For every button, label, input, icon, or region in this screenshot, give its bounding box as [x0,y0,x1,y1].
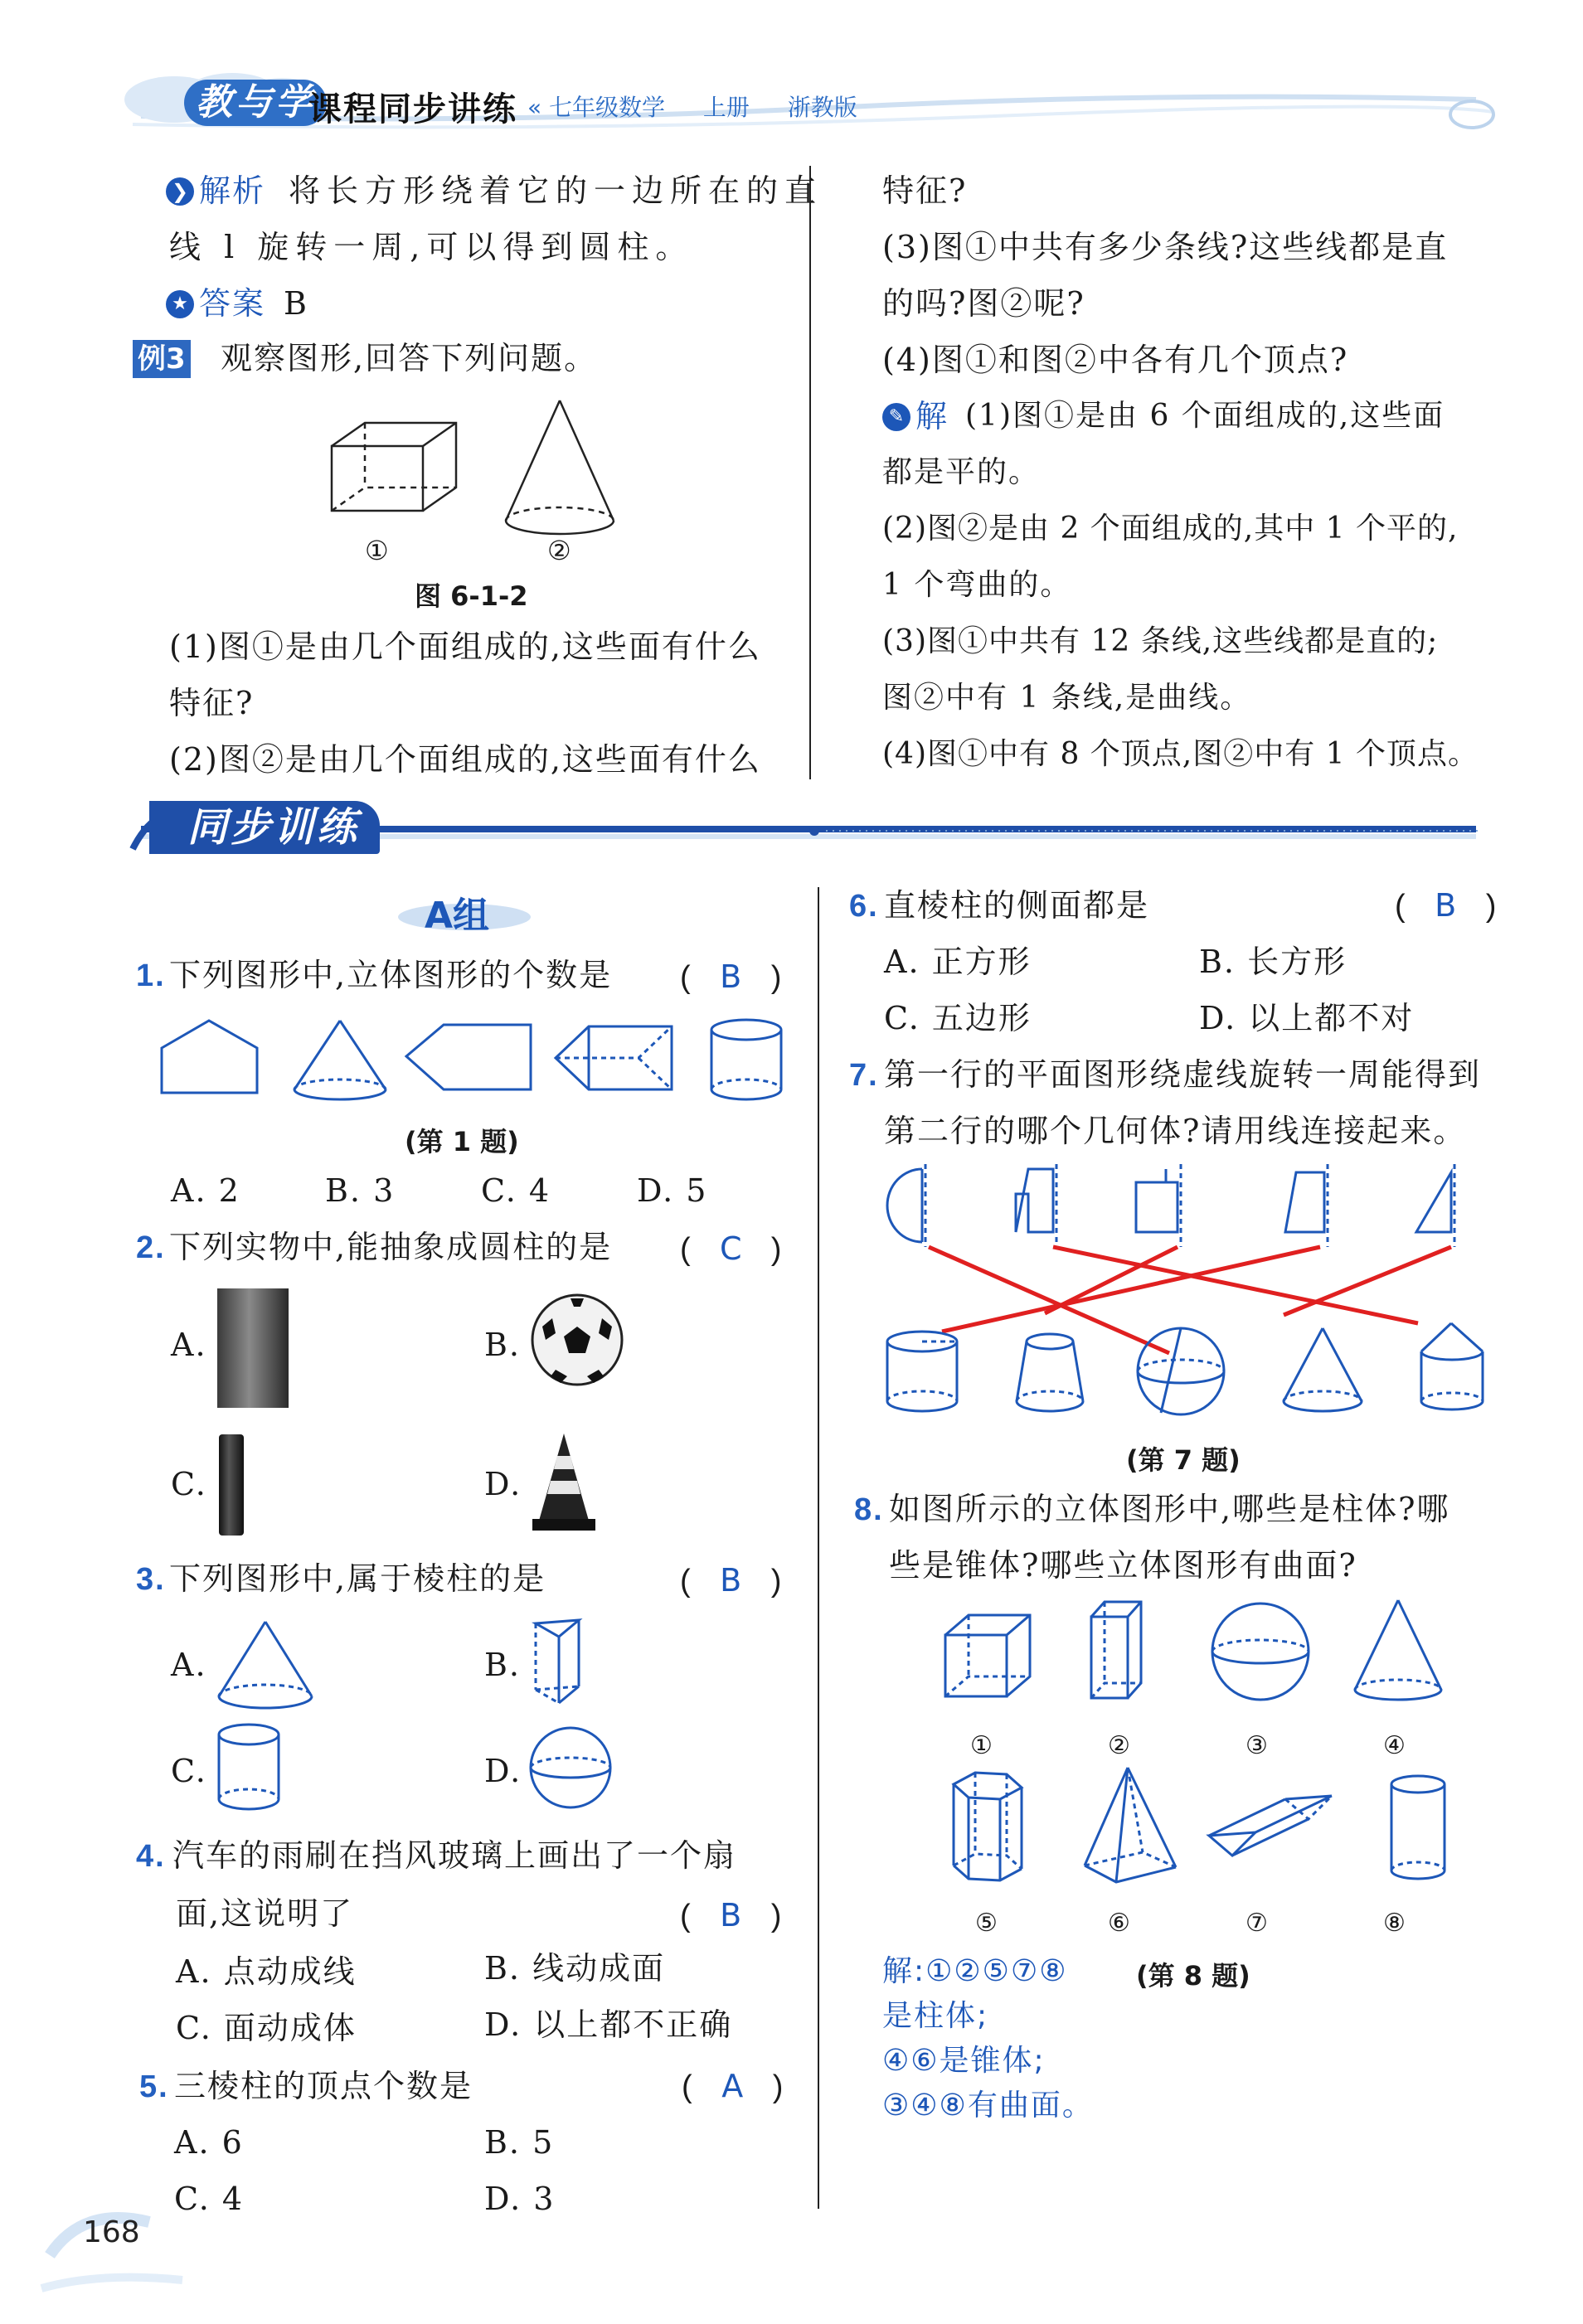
q7-number: 7. [849,1058,879,1093]
q1-number: 1. [136,958,166,993]
traffic-cone-image [531,1429,597,1537]
q8-number: 8. [854,1492,884,1527]
q8-label-7: ⑦ [1246,1909,1270,1938]
q4-option-b: B. 线动成面 [484,1950,666,1987]
q1-option-b: B. 3 [325,1172,396,1209]
q3-option-a: A. [171,1647,207,1683]
solution-2-line-2: 1 个弯曲的。 [882,568,1072,602]
question-2-line-2: 特征? [882,172,968,209]
q5-option-b: B. 5 [484,2124,555,2161]
example-tag: 例3 [133,340,191,378]
q2-answer: C [719,1230,742,1267]
q8-label-6: ⑥ [1108,1909,1132,1938]
q7-line-1: 第一行的平面图形绕虚线旋转一周能得到 [884,1056,1482,1093]
q6-option-b: B. 长方形 [1199,944,1347,980]
cone-shape [294,1021,386,1099]
header-meta [527,90,857,123]
cuboid-figure [332,423,456,511]
cone-solid-8 [1355,1600,1441,1700]
brand-text: 教与学 [196,81,315,124]
thermos-photo [219,1434,244,1536]
section-title: 同步训练 [149,801,380,854]
q1-text: 下列图形中,立体图形的个数是 [169,957,613,993]
q6-number: 6. [849,889,879,924]
q3-cylinder-figure [214,1721,297,1821]
soccer-ball-image [531,1293,630,1393]
question-4: (4)图①和图②中各有几个顶点? [882,342,1349,378]
q2-option-d: D. [484,1466,522,1502]
q8-label-3: ③ [1246,1731,1270,1760]
q2-option-a: A. [171,1327,207,1363]
header-volume: 上册 [702,94,750,121]
cone-figure [506,400,614,534]
column-divider-top [809,166,811,779]
solution-3-line-2: 图②中有 1 条线,是曲线。 [882,681,1252,715]
q4-answer: B [720,1897,742,1933]
q3-answer: B [720,1562,742,1599]
q7-caption: (第 7 题) [1126,1444,1241,1476]
q8-answer-line-2: 是柱体; [882,1999,989,2033]
q8-line-2: 些是锥体?哪些立体图形有曲面? [889,1547,1357,1584]
q3-triangular-prism-figure [529,1615,604,1715]
q8-solids-figure [929,1592,1509,1940]
q1-caption: (第 1 题) [405,1126,519,1157]
triangle-shape [1416,1164,1454,1247]
q1-answer: B [720,958,742,995]
solution-1-line-1: (1)图①是由 6 个面组成的,这些面 [965,399,1445,433]
tall-cuboid-solid [1091,1602,1141,1698]
pentagon-shape [162,1021,257,1093]
solution-label: 解 [915,398,949,434]
hexagonal-prism-solid [954,1773,1022,1880]
q5-option-a: A. 6 [174,2124,244,2161]
analysis-line-2: 线 l 旋转一周,可以得到圆柱。 [169,229,694,265]
answer-value: B [284,285,308,322]
q1-option-c: C. 4 [481,1172,551,1209]
q4-line-1: 汽车的雨刷在挡风玻璃上画出了一个扇 [172,1837,737,1874]
q2-option-b: B. [484,1327,522,1363]
q7-line-2: 第二行的哪个几何体?请用线连接起来。 [884,1113,1467,1149]
q2-text: 下列实物中,能抽象成圆柱的是 [169,1229,613,1265]
q5-text: 三棱柱的顶点个数是 [174,2068,473,2104]
q5-option-c: C. 4 [174,2181,245,2217]
solution-4: (4)图①中有 8 个顶点,图②中有 1 个顶点。 [882,737,1479,771]
solution-1-line-2: 都是平的。 [882,455,1041,489]
pencil-circle-icon: ✎ [882,403,910,431]
q7-matching-figure [879,1161,1509,1443]
q8-caption: (第 8 题) [1136,1960,1250,1992]
q6-text: 直棱柱的侧面都是 [884,887,1150,924]
arrow-circle-icon: ❯ [166,177,194,206]
q5-answer-bracket: ( A ) [682,2068,784,2104]
q4-option-a: A. 点动成线 [176,1953,357,1990]
q4-line-2: 面,这说明了 [176,1895,354,1932]
header-edition: 浙教版 [787,94,857,121]
example-text: 观察图形,回答下列问题。 [221,340,598,376]
pillar-photo [217,1288,289,1408]
header-grade: 七年级数学 [549,94,666,121]
q8-label-2: ② [1108,1731,1132,1760]
q4-number: 4. [136,1839,166,1874]
arrow-pentagon-shape [406,1025,531,1089]
q1-option-d: D. 5 [637,1172,708,1209]
q8-label-8: ⑧ [1383,1909,1407,1938]
star-circle-icon: ★ [166,290,194,318]
q5-number: 5. [139,2069,169,2104]
q3-answer-bracket: ( B ) [680,1562,782,1599]
q3-option-d: D. [484,1753,522,1789]
solution-2-line-1: (2)图②是由 2 个面组成的,其中 1 个平的, [882,512,1459,546]
q4-option-c: C. 面动成体 [176,2010,357,2046]
series-title: 课程同步讲练 [308,90,517,129]
q3-number: 3. [136,1562,166,1597]
q8-answer-line-3: ④⑥是锥体; [882,2044,1046,2078]
q5-option-d: D. 3 [484,2181,556,2217]
triangular-prism-solid [1209,1796,1332,1856]
question-3-line-1: (3)图①中共有多少条线?这些线都是直 [882,229,1449,265]
question-1-line-1: (1)图①是由几个面组成的,这些面有什么 [169,628,761,665]
pyramid-solid [1085,1768,1176,1882]
group-title: A组 [425,895,490,937]
answer-label: 答案 [199,285,266,322]
chevron-left-icon: « [527,94,542,121]
analysis-line-1: 将长方形绕着它的一边所在的直 [289,172,823,209]
figure-label-1: ① [365,535,391,566]
q6-answer: B [1435,887,1457,924]
sphere-solid [1138,1328,1224,1414]
trapezoid-shape-2 [1285,1164,1328,1247]
question-1-line-2: 特征? [169,685,255,721]
q3-text: 下列图形中,属于棱柱的是 [169,1560,546,1597]
q3-option-c: C. [171,1753,207,1789]
q2-number: 2. [136,1230,166,1265]
q6-option-d: D. 以上都不对 [1199,1000,1415,1036]
q2-answer-bracket: ( C ) [680,1230,782,1267]
q3-sphere-figure [529,1725,629,1824]
figure-label-2: ② [547,535,573,566]
analysis-label: 解析 [199,172,266,209]
page-number: 168 [83,2215,140,2249]
q8-answer-line-4: ③④⑧有曲面。 [882,2089,1094,2123]
cylinder-solid-8 [1391,1776,1445,1879]
q3-cone-figure [214,1617,322,1716]
q8-line-1: 如图所示的立体图形中,哪些是柱体?哪 [889,1491,1450,1527]
question-3-line-2: 的吗?图②呢? [882,285,1085,322]
q6-option-c: C. 五边形 [884,1000,1032,1036]
q8-label-1: ① [970,1731,994,1760]
q4-answer-bracket: ( B ) [680,1897,782,1933]
figure-caption: 图 6-1-2 [415,580,528,612]
cube-solid [945,1615,1030,1696]
column-divider-bottom [818,887,819,2209]
prism-shape [556,1026,672,1089]
q1-option-a: A. 2 [171,1172,240,1209]
sphere-solid-8 [1212,1604,1309,1700]
q8-label-5: ⑤ [975,1909,999,1938]
cone-on-cylinder-solid [1421,1323,1483,1409]
match-line [1284,1247,1451,1315]
solution-3-line-1: (3)图①中共有 12 条线,这些线都是直的; [882,624,1439,658]
notched-rectangle-shape [1136,1164,1181,1247]
q8-answer-line-1: 解:①②⑤⑦⑧ [882,1954,1068,1988]
q1-figures [158,1016,854,1108]
q3-option-b: B. [484,1647,522,1683]
trapezoid-shape-1 [1016,1164,1056,1247]
cylinder-solid [887,1332,957,1411]
cone-solid [1284,1328,1362,1411]
q6-answer-bracket: ( B ) [1395,887,1497,924]
match-line [1053,1247,1418,1323]
group-badge [398,885,531,935]
cylinder-shape [711,1020,781,1099]
q2-option-c: C. [171,1466,207,1502]
frustum-solid [1017,1334,1083,1411]
q5-answer: A [721,2068,744,2104]
question-2-line-1: (2)图②是由几个面组成的,这些面有什么 [169,741,761,778]
brand-logo [184,80,327,126]
q6-option-a: A. 正方形 [884,944,1032,980]
q8-label-4: ④ [1383,1731,1407,1760]
q4-option-d: D. 以上都不正确 [484,2006,733,2043]
semicircle-shape [887,1164,925,1247]
q1-answer-bracket: ( B ) [680,958,782,995]
